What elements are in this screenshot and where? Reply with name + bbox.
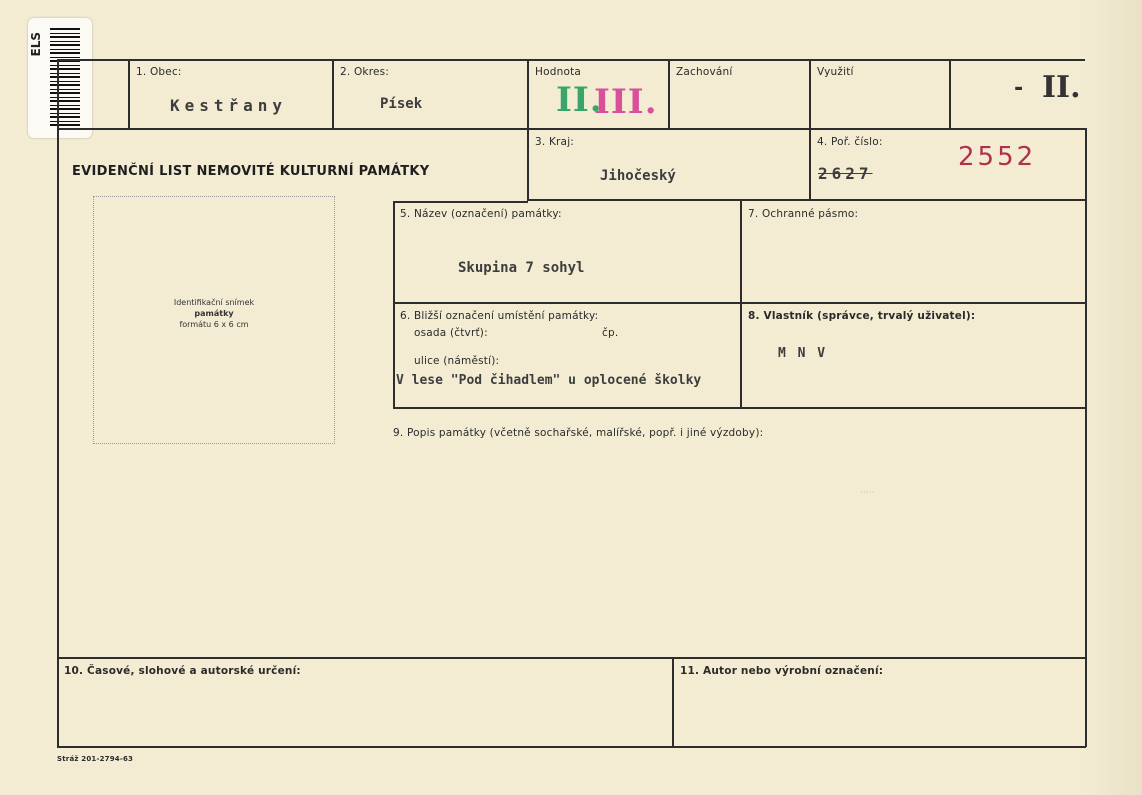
ulice-value: V lese "Pod čihadlem" u oplocené školky — [396, 373, 702, 388]
corner-dash: - — [1012, 76, 1026, 101]
sticker-code: ELS — [29, 32, 43, 57]
popis-label: 9. Popis památky (včetně sochařské, malířské, popř. i jiné výzdoby): — [393, 427, 764, 439]
divider — [128, 59, 130, 130]
hodnota-value-green: II. — [556, 80, 603, 120]
obec-value: Kestřany — [170, 96, 288, 115]
print-code: Stráž 201-2794-63 — [57, 755, 134, 763]
divider — [672, 657, 674, 747]
okres-label: 2. Okres: — [340, 66, 390, 78]
divider — [393, 407, 1086, 409]
frame-left — [57, 59, 59, 747]
cislo-new-value: 2552 — [958, 142, 1037, 172]
vlastnik-value: M N V — [778, 346, 828, 361]
cislo-old-value: 2627 — [818, 164, 873, 183]
corner-value: II. — [1042, 70, 1081, 105]
hodnota-label: Hodnota — [535, 66, 582, 78]
ulice-label: ulice (náměstí): — [414, 355, 500, 367]
photo-caption-line2: památky — [194, 309, 234, 318]
page-edge-shadow — [1082, 0, 1142, 795]
vyuziti-label: Využití — [817, 66, 854, 78]
photo-placeholder — [93, 196, 335, 444]
autor-label: 11. Autor nebo výrobní označení: — [680, 665, 884, 677]
divider — [527, 199, 1086, 201]
barcode-sticker — [28, 18, 92, 138]
divider — [740, 201, 742, 409]
divider — [809, 59, 811, 200]
divider — [57, 128, 1086, 130]
divider — [393, 302, 1086, 304]
barcode-icon — [50, 28, 80, 126]
divider — [332, 59, 334, 130]
photo-caption — [94, 297, 334, 330]
divider — [393, 201, 395, 409]
divider — [393, 201, 528, 203]
osada-label: osada (čtvrť): — [414, 327, 488, 339]
cp-label: čp. — [602, 327, 619, 339]
cislo-label: 4. Poř. číslo: — [817, 136, 883, 148]
casove-label: 10. Časové, slohové a autorské určení: — [64, 665, 301, 677]
form-title: EVIDENČNÍ LIST NEMOVITÉ KULTURNÍ PAMÁTKY — [72, 164, 430, 179]
divider — [527, 59, 529, 200]
divider — [668, 59, 670, 130]
bleed-through-text: ····· — [860, 488, 875, 498]
frame-bottom — [57, 746, 1086, 748]
nazev-label: 5. Název (označení) památky: — [400, 208, 562, 220]
vlastnik-label: 8. Vlastník (správce, trvalý uživatel): — [748, 310, 976, 322]
divider — [949, 59, 951, 130]
frame-right — [1085, 128, 1087, 747]
obec-label: 1. Obec: — [136, 66, 182, 78]
divider — [57, 657, 1086, 659]
hodnota-value-pink: III. — [594, 82, 658, 122]
okres-value: Písek — [380, 96, 423, 112]
kraj-label: 3. Kraj: — [535, 136, 575, 148]
frame-top — [57, 59, 1085, 61]
nazev-value: Skupina 7 sohyl — [458, 260, 585, 276]
umisteni-label: 6. Bližší označení umístění památky: — [400, 310, 599, 322]
photo-caption-line1: Identifikační snímek — [173, 298, 255, 307]
kraj-value: Jihočeský — [600, 168, 676, 184]
pasmo-label: 7. Ochranné pásmo: — [748, 208, 859, 220]
photo-caption-line3: formátu 6 x 6 cm — [179, 320, 249, 329]
zachovani-label: Zachování — [676, 66, 733, 78]
